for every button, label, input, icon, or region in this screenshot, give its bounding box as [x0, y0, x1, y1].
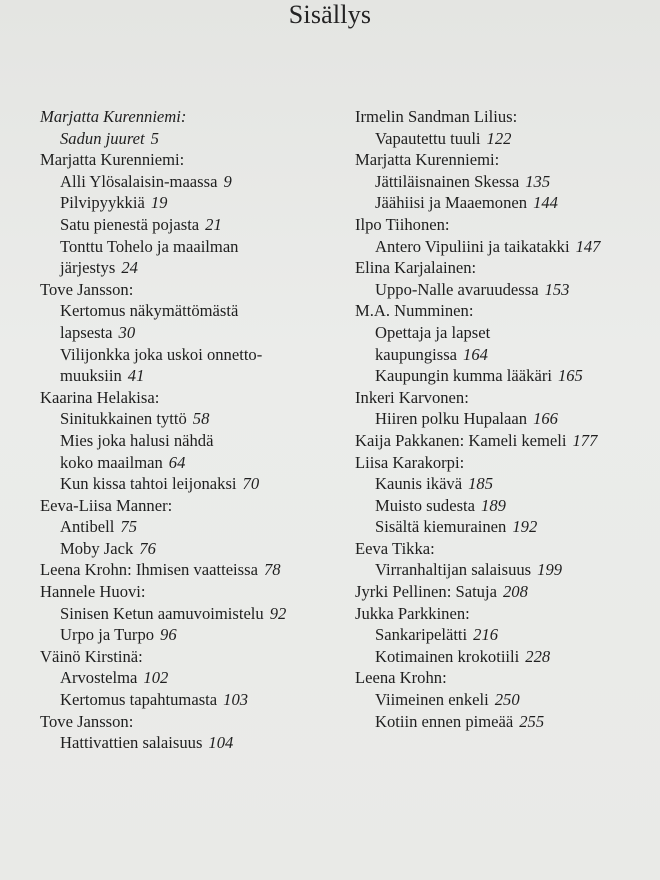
- toc-entry-title: [40, 344, 340, 366]
- toc-page-number: 70: [242, 474, 260, 494]
- toc-entry-text: Tove Jansson:: [40, 279, 134, 299]
- toc-page-number: 192: [512, 517, 538, 537]
- toc-entry-title: [355, 344, 655, 366]
- toc-column-left: [40, 106, 340, 754]
- toc-entry-author: [40, 646, 340, 668]
- toc-entry-title: [355, 559, 655, 581]
- toc-entry-text: Sinisen Ketun aamuvoimistelu: [60, 603, 264, 623]
- toc-page-number: 64: [168, 452, 186, 472]
- toc-entry-text: Kaija Pakkanen: Kameli kemeli: [355, 430, 567, 450]
- toc-entry-title: [355, 192, 655, 214]
- toc-entry-author: [355, 214, 655, 236]
- toc-page-number: 19: [150, 193, 168, 213]
- toc-page-number: 255: [519, 711, 545, 731]
- toc-entry-title: [40, 516, 340, 538]
- toc-page-number: 208: [502, 582, 528, 602]
- toc-entry-title: [40, 689, 340, 711]
- toc-page-number: 164: [463, 344, 488, 364]
- toc-entry-title: [40, 236, 340, 258]
- toc-entry-title: [355, 408, 655, 430]
- toc-page-number: 144: [533, 193, 558, 213]
- toc-page-number: 250: [494, 690, 520, 710]
- toc-page-number: 104: [208, 733, 234, 753]
- toc-entry-text: Marjatta Kurenniemi:: [40, 107, 187, 126]
- toc-entry-text: Vilijonkka joka uskoi onnetto-: [60, 344, 263, 364]
- toc-entry-title: [40, 624, 340, 646]
- toc-entry-text: Väinö Kirstinä:: [40, 646, 143, 666]
- toc-entry-author: [40, 106, 340, 128]
- toc-page-number: 165: [557, 366, 583, 386]
- toc-entry-title: [40, 322, 340, 344]
- toc-entry-text: Vapautettu tuuli: [375, 128, 481, 148]
- toc-entry-text: Sadun juuret: [60, 128, 145, 148]
- toc-entry-text: Kertomus näkymättömästä: [60, 301, 239, 321]
- toc-entry-title: [40, 128, 340, 150]
- toc-entry-title: [40, 667, 340, 689]
- toc-page-number: 147: [575, 236, 601, 256]
- toc-entry-author: [40, 711, 340, 733]
- toc-page-number: 96: [160, 625, 177, 645]
- toc-entry-text: Kotiin ennen pimeää: [375, 711, 514, 731]
- toc-entry-author: [40, 149, 340, 171]
- toc-page-number: 199: [537, 560, 563, 580]
- toc-entry-text: Kotimainen krokotiili: [375, 646, 520, 666]
- toc-entry-title: [40, 538, 340, 560]
- toc-entry-author: [40, 279, 340, 301]
- toc-page-number: 153: [544, 279, 570, 299]
- toc-page-number: 78: [263, 560, 281, 580]
- toc-entry-author: [355, 581, 655, 603]
- toc-page-number: 9: [223, 171, 232, 191]
- toc-entry-text: Marjatta Kurenniemi:: [355, 150, 500, 170]
- toc-page-number: 41: [127, 366, 145, 386]
- toc-entry-text: Moby Jack: [60, 538, 134, 558]
- toc-entry-text: Eeva Tikka:: [355, 538, 435, 558]
- toc-entry-text: Inkeri Karvonen:: [355, 387, 469, 407]
- toc-entry-author: [40, 495, 340, 517]
- toc-entry-author: [355, 300, 655, 322]
- toc-entry-title: [40, 192, 340, 214]
- toc-page-number: 166: [533, 409, 558, 429]
- toc-entry-text: Jukka Parkkinen:: [355, 603, 470, 623]
- toc-entry-text: Liisa Karakorpi:: [355, 452, 465, 472]
- toc-entry-text: Antero Vipuliini ja taikatakki: [375, 236, 570, 256]
- toc-entry-text: Leena Krohn: Ihmisen vaatteissa: [40, 560, 258, 580]
- toc-entry-text: Kun kissa tahtoi leijonaksi: [60, 474, 237, 494]
- toc-entry-text: koko maailman: [60, 452, 163, 472]
- toc-entry-title: [40, 732, 340, 754]
- toc-entry-title: [40, 300, 340, 322]
- toc-entry-title: [355, 495, 655, 517]
- toc-entry-author: [40, 387, 340, 409]
- toc-entry-text: M.A. Numminen:: [355, 301, 474, 321]
- toc-entry-author: [355, 430, 655, 452]
- toc-entry-title: [355, 711, 655, 733]
- toc-entry-text: Viimeinen enkeli: [375, 690, 489, 710]
- toc-entry-title: [40, 452, 340, 474]
- toc-entry-title: [355, 624, 655, 646]
- toc-page-number: 76: [139, 538, 156, 558]
- toc-entry-title: [355, 128, 655, 150]
- page-title: Sisällys: [288, 0, 372, 29]
- toc-page-number: 30: [118, 322, 136, 342]
- toc-entry-text: Kertomus tapahtumasta: [60, 690, 218, 710]
- toc-entry-text: Marjatta Kurenniemi:: [40, 150, 185, 170]
- toc-entry-title: [355, 322, 655, 344]
- toc-entry-title: [355, 279, 655, 301]
- toc-page-number: 177: [572, 430, 598, 450]
- toc-entry-text: Satu pienestä pojasta: [60, 214, 200, 234]
- toc-entry-text: Kaarina Helakisa:: [40, 387, 160, 407]
- toc-entry-text: Uppo-Nalle avaruudessa: [375, 279, 539, 299]
- toc-entry-title: [355, 236, 655, 258]
- toc-entry-title: [355, 171, 655, 193]
- toc-column-right: [355, 106, 655, 732]
- toc-entry-text: Hattivattien salaisuus: [60, 733, 203, 753]
- toc-entry-text: Kaunis ikävä: [375, 474, 463, 494]
- toc-page-number: 216: [473, 625, 499, 645]
- toc-entry-text: lapsesta: [60, 322, 113, 342]
- toc-entry-author: [355, 538, 655, 560]
- toc-entry-text: Sinitukkainen tyttö: [60, 409, 187, 429]
- toc-page-number: 189: [481, 495, 506, 515]
- toc-entry-title: [355, 473, 655, 495]
- toc-page-number: 135: [525, 171, 551, 191]
- toc-entry-text: Virranhaltijan salaisuus: [375, 560, 532, 580]
- toc-entry-title: [355, 516, 655, 538]
- toc-page-number: 122: [486, 128, 512, 148]
- toc-page-number: 24: [121, 258, 138, 278]
- toc-page-number: 228: [525, 646, 551, 666]
- toc-entry-title: [40, 473, 340, 495]
- toc-entry-text: muuksiin: [60, 366, 122, 386]
- toc-entry-text: Sankaripelätti: [375, 625, 468, 645]
- toc-entry-text: Leena Krohn:: [355, 668, 447, 688]
- toc-entry-text: Ilpo Tiihonen:: [355, 214, 450, 234]
- toc-page-number: 102: [143, 668, 169, 688]
- toc-entry-text: Pilvipyykkiä: [60, 193, 145, 213]
- toc-entry-title: [355, 365, 655, 387]
- toc-page-number: 103: [223, 690, 249, 710]
- toc-entry-title: [40, 171, 340, 193]
- toc-page-number: 185: [468, 474, 493, 494]
- toc-entry-author: [40, 559, 340, 581]
- toc-entry-text: Muisto sudesta: [375, 495, 476, 515]
- toc-entry-author: [355, 603, 655, 625]
- toc-entry-text: Eeva-Liisa Manner:: [40, 495, 173, 515]
- toc-entry-text: Alli Ylösalaisin-maassa: [60, 171, 218, 191]
- toc-entry-text: Antibell: [60, 517, 115, 537]
- toc-entry-text: Jättiläisnainen Skessa: [375, 171, 520, 191]
- toc-entry-text: Hannele Huovi:: [40, 582, 146, 602]
- toc-entry-text: Arvostelma: [60, 668, 138, 688]
- toc-entry-text: Tove Jansson:: [40, 711, 134, 731]
- toc-entry-title: [40, 408, 340, 430]
- toc-entry-text: Urpo ja Turpo: [60, 625, 155, 645]
- toc-entry-text: Irmelin Sandman Lilius:: [355, 107, 518, 126]
- toc-entry-title: [40, 430, 340, 452]
- toc-entry-text: järjestys: [60, 258, 116, 278]
- toc-entry-title: [355, 646, 655, 668]
- toc-entry-author: [355, 106, 655, 128]
- toc-entry-text: Tonttu Tohelo ja maailman: [60, 236, 239, 256]
- toc-entry-author: [355, 452, 655, 474]
- toc-entry-title: [40, 214, 340, 236]
- toc-entry-text: Sisältä kiemurainen: [375, 517, 507, 537]
- toc-entry-text: Hiiren polku Hupalaan: [375, 409, 528, 429]
- toc-entry-text: kaupungissa: [375, 344, 458, 364]
- toc-page-number: 75: [120, 517, 137, 537]
- toc-page-number: 92: [269, 603, 287, 623]
- toc-entry-author: [355, 667, 655, 689]
- toc-entry-title: [40, 365, 340, 387]
- toc-entry-text: Elina Karjalainen:: [355, 258, 477, 278]
- toc-entry-text: Jäähiisi ja Maaemonen: [375, 193, 528, 213]
- toc-entry-author: [355, 257, 655, 279]
- toc-page-number: 58: [192, 409, 210, 429]
- toc-entry-author: [355, 149, 655, 171]
- toc-entry-text: Opettaja ja lapset: [375, 322, 491, 342]
- toc-page-number: 21: [205, 214, 222, 234]
- toc-entry-author: [355, 387, 655, 409]
- toc-entry-title: [40, 257, 340, 279]
- toc-entry-title: [40, 603, 340, 625]
- toc-page-number: 5: [150, 128, 159, 148]
- toc-entry-text: Jyrki Pellinen: Satuja: [355, 582, 497, 602]
- toc-entry-title: [355, 689, 655, 711]
- toc-entry-text: Kaupungin kumma lääkäri: [375, 366, 552, 386]
- toc-entry-author: [40, 581, 340, 603]
- toc-entry-text: Mies joka halusi nähdä: [60, 430, 214, 450]
